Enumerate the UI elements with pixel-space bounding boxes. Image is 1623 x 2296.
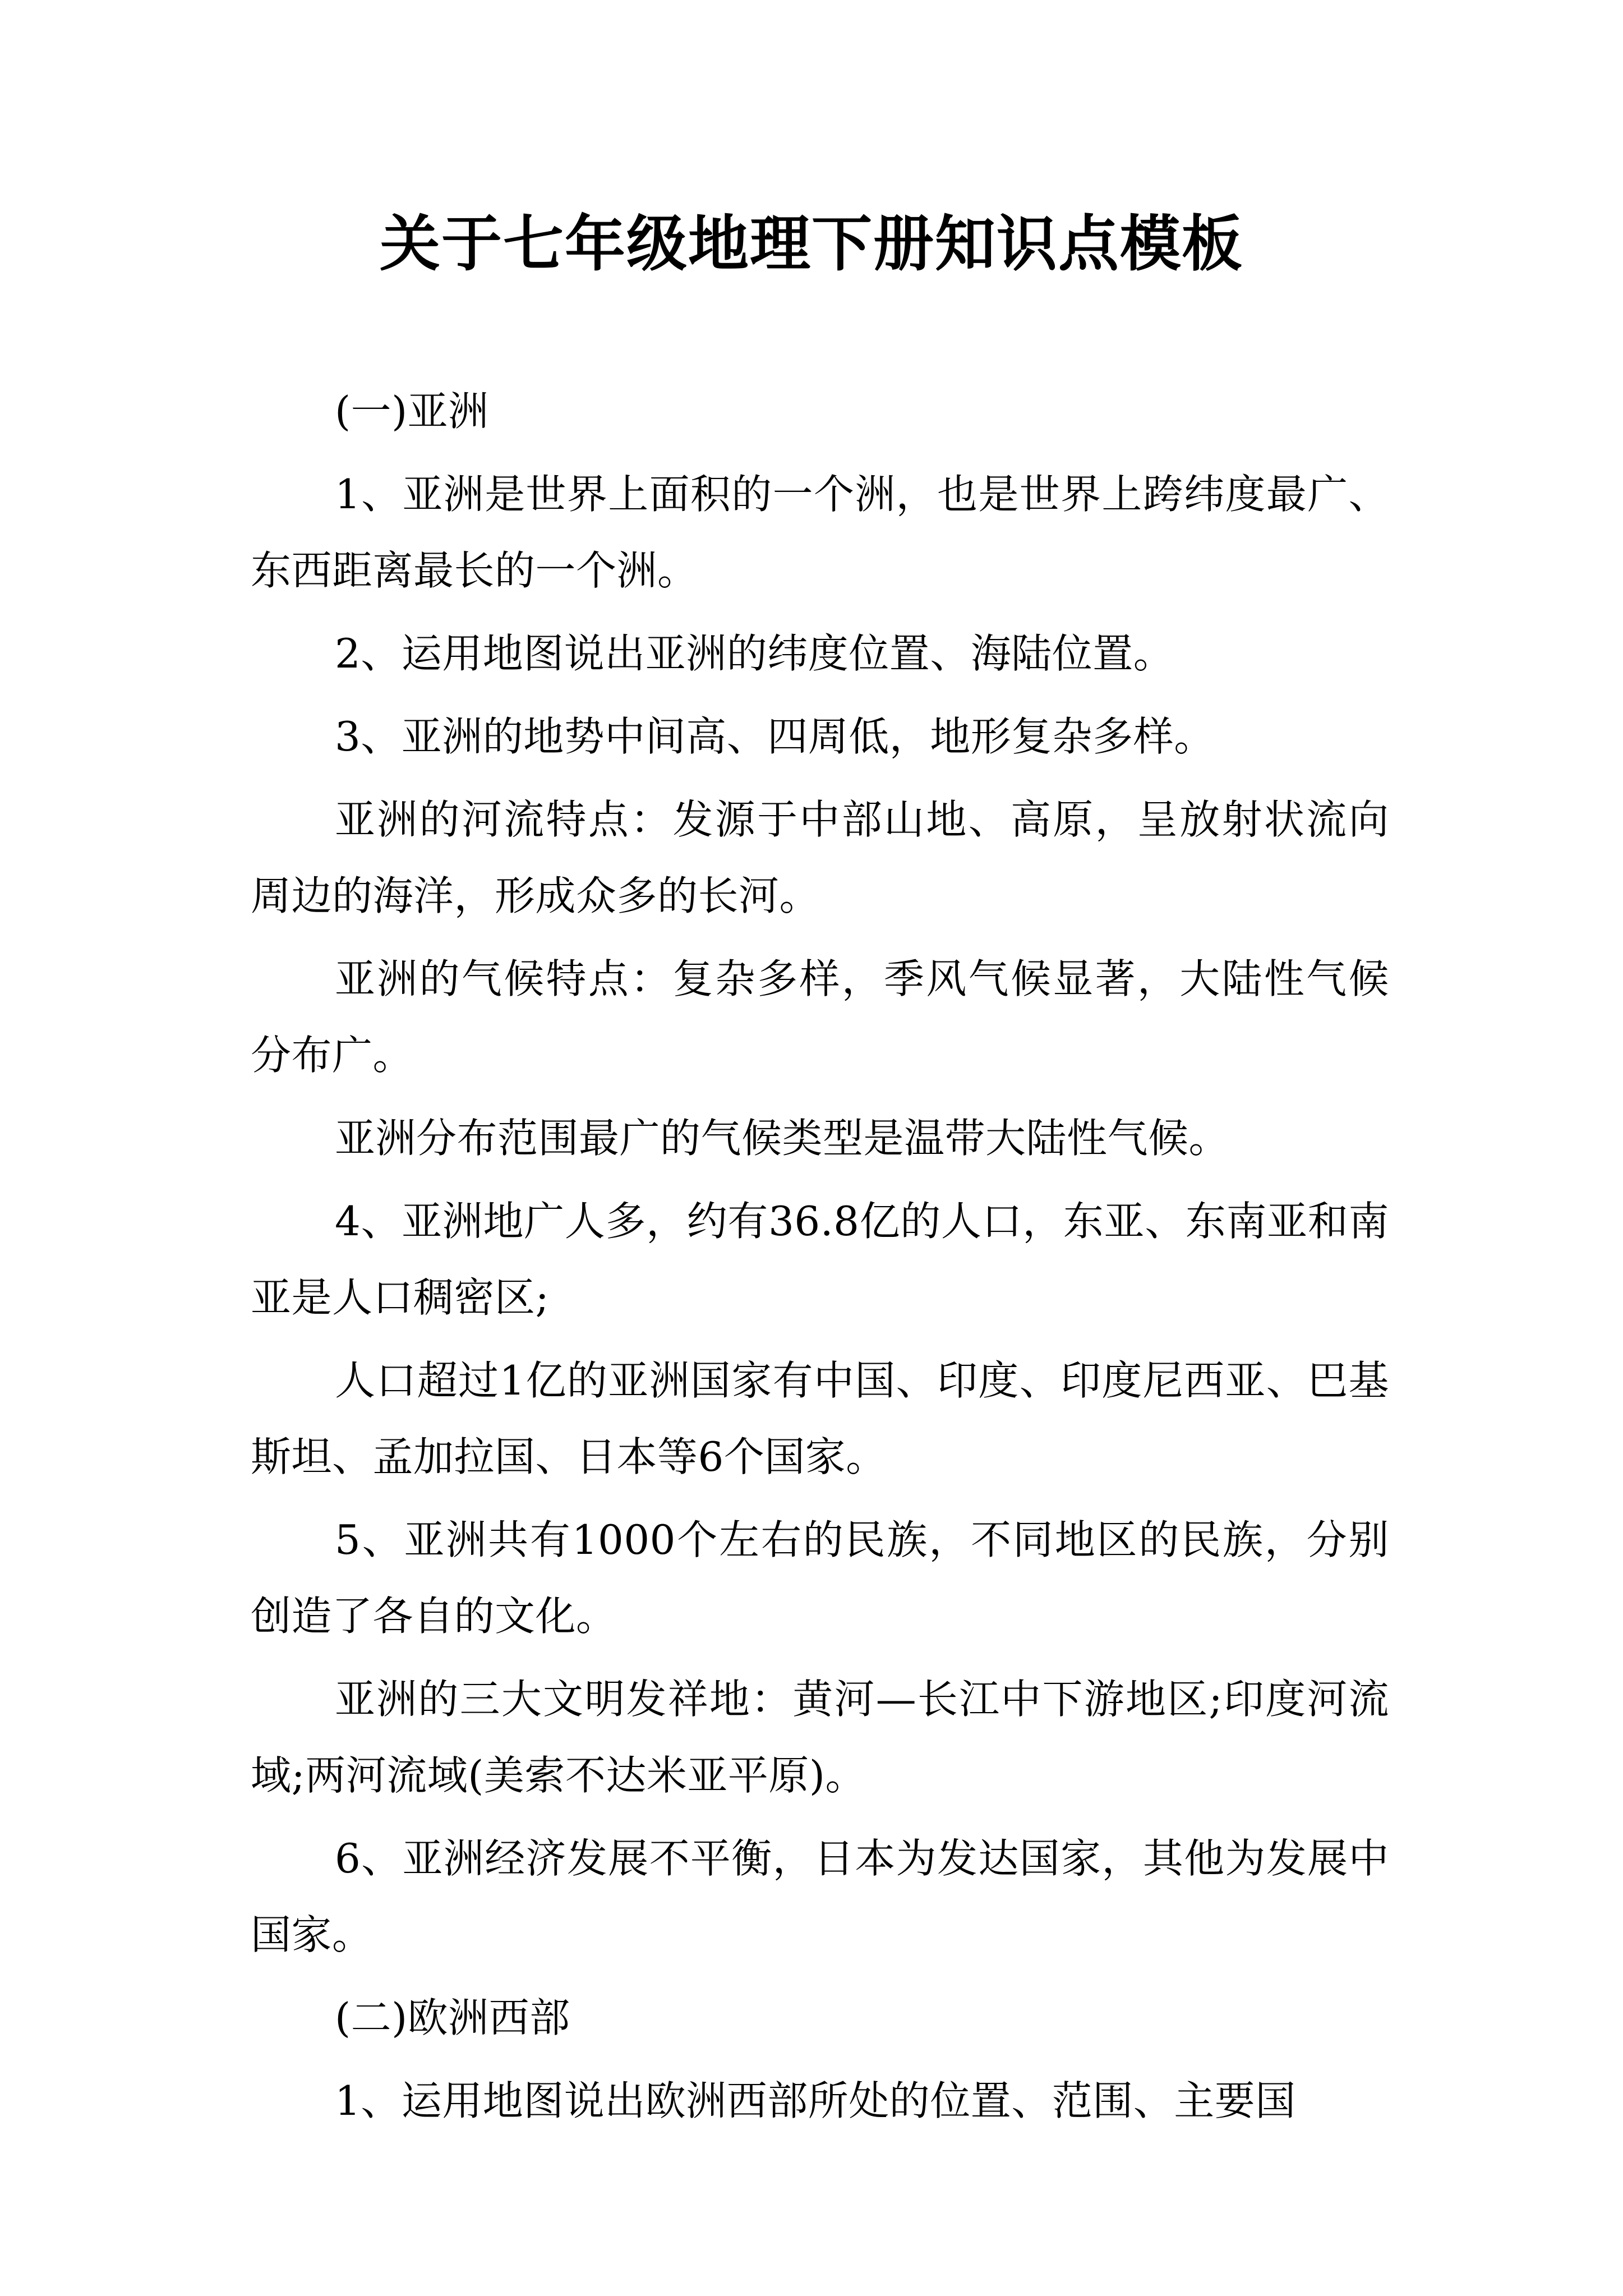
paragraph: 1、运用地图说出欧洲西部所处的位置、范围、主要国 bbox=[335, 2077, 1296, 2124]
paragraph: 3、亚洲的地势中间高、四周低，地形复杂多样。 bbox=[335, 713, 1215, 760]
paragraph: 5、亚洲共有1000个左右的民族，不同地区的民族，分别创造了各自的文化。 bbox=[251, 1516, 1389, 1640]
paragraph: 4、亚洲地广人多，约有36.8亿的人口，东亚、东南亚和南亚是人口稠密区; bbox=[251, 1198, 1389, 1321]
paragraph: 6、亚洲经济发展不平衡，日本为发达国家，其他为发展中国家。 bbox=[251, 1835, 1389, 1958]
document-body bbox=[251, 373, 1389, 2146]
document-title: 关于七年级地理下册知识点模板 bbox=[379, 209, 1243, 279]
paragraph: 2、运用地图说出亚洲的纬度位置、海陆位置。 bbox=[335, 630, 1174, 677]
paragraph: 1、亚洲是世界上面积的一个洲，也是世界上跨纬度最广、东西距离最长的一个洲。 bbox=[251, 471, 1389, 594]
paragraph: 亚洲的三大文明发祥地：黄河—长江中下游地区;印度河流域;两河流域(美索不达米亚平原)。 bbox=[251, 1676, 1389, 1799]
paragraph: 人口超过1亿的亚洲国家有中国、印度、印度尼西亚、巴基斯坦、孟加拉国、日本等6个国家。 bbox=[251, 1357, 1389, 1480]
section-heading-asia: (一)亚洲 bbox=[335, 388, 489, 435]
paragraph: 亚洲的河流特点：发源于中部山地、高原，呈放射状流向周边的海洋，形成众多的长河。 bbox=[251, 796, 1389, 919]
paragraph: 亚洲的气候特点：复杂多样，季风气候显著，大陆性气候分布广。 bbox=[251, 955, 1389, 1079]
paragraph: 亚洲分布范围最广的气候类型是温带大陆性气候。 bbox=[335, 1115, 1230, 1162]
section-heading-western-europe: (二)欧洲西部 bbox=[335, 1994, 570, 2041]
